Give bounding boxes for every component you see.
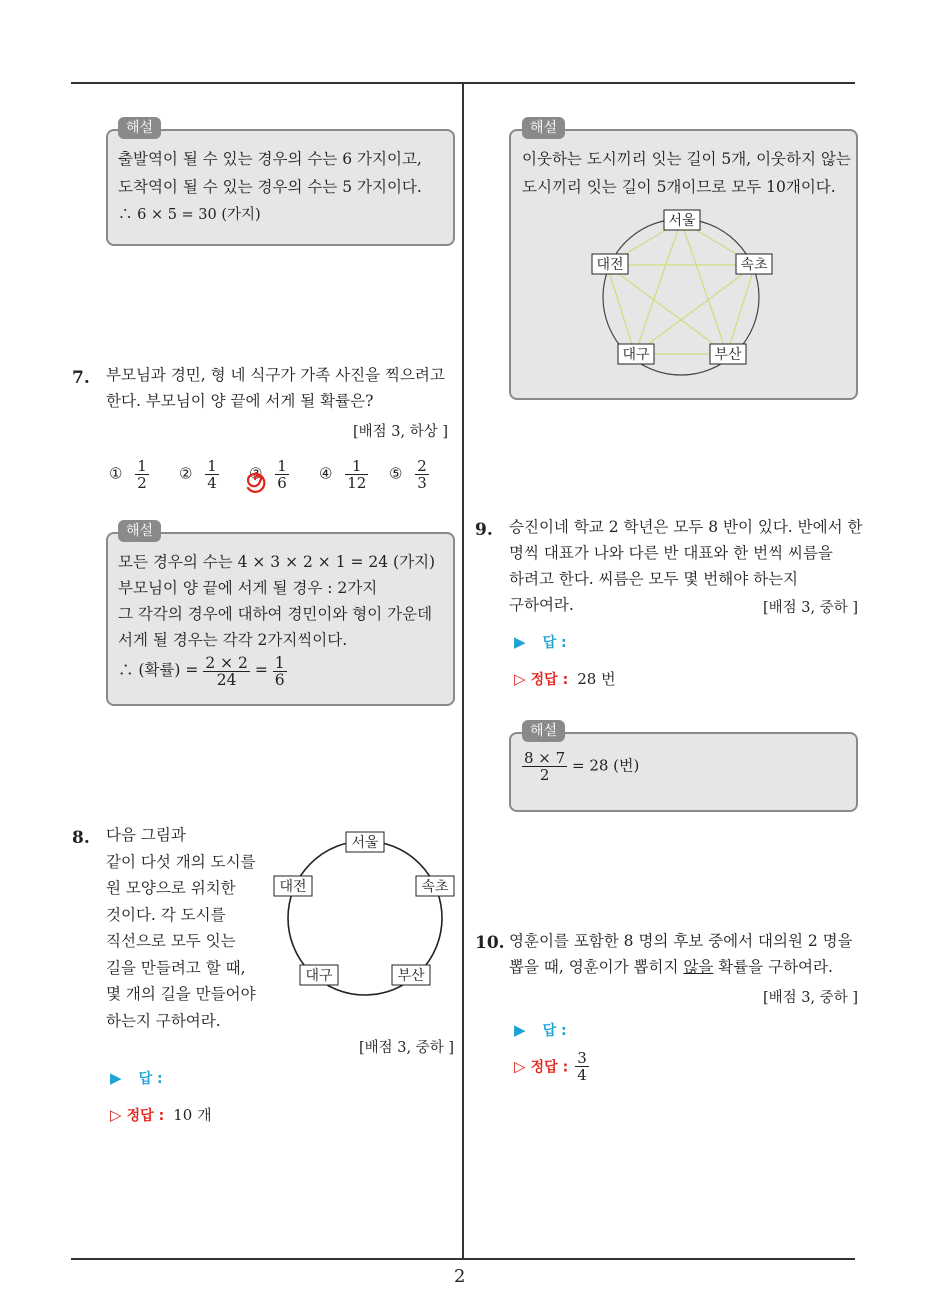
q9-answer-label: 답 :: [542, 635, 567, 651]
q10-line2: [509, 954, 853, 980]
q8-answer-row[interactable]: [110, 1068, 163, 1088]
q8-line2: 같이 다섯 개의 도시를: [106, 852, 256, 871]
q7-choice-5-mark: ⑤: [389, 464, 403, 483]
q8-line3: 원 모양으로 위치한: [106, 879, 236, 897]
q7-explanation-fraction2: $\frac{1}{6}$: [274, 653, 285, 689]
q9-explanation-text: [522, 750, 639, 783]
q6-explanation-tag: 해설: [118, 117, 161, 139]
q7-equals-sign: =: [254, 661, 268, 679]
q9-line2: 명씩 대표가 나와 다른 반 대표와 한 번씩 씨름을: [509, 544, 833, 562]
q9-explanation-result: = 28 (번): [571, 756, 640, 775]
answer-triangle-icon: ▶: [514, 1021, 526, 1039]
answer-triangle-icon: ▶: [110, 1069, 122, 1087]
q8-line8: 하는지 구하여라.: [106, 1011, 221, 1030]
q10-text: [509, 928, 853, 980]
q7-choice-5[interactable]: [389, 458, 429, 491]
q9-correct-value: 28 번: [577, 670, 616, 688]
q9-score: [배점 3, 중하 ]: [762, 600, 858, 616]
q7-choice-1-mark: ①: [109, 464, 123, 483]
q8-explanation-city-left: 대전: [596, 257, 624, 273]
q8-explanation-city-bottom-right: 부산: [714, 347, 742, 363]
q8-line5: 직선으로 모두 잇는: [106, 932, 236, 950]
q7-explanation-line2: 부모님이 양 끝에 서게 될 경우 : 2가지: [118, 579, 378, 597]
q7-explanation-line5: [118, 652, 287, 688]
q8-number: 8.: [72, 828, 90, 848]
q10-line2-part-a: 뽑을 때, 영훈이가 뽑히지: [509, 958, 684, 976]
q7-choice-5-fraction: $\frac{2}{3}$: [417, 457, 427, 492]
answer-triangle-icon: ▶: [514, 633, 526, 651]
q10-correct-label: 정답 :: [530, 1059, 569, 1076]
q7-line1: 부모님과 경민, 형 네 식구가 가족 사진을 찍으려고: [106, 366, 445, 384]
q7-explanation-fraction1: $\frac{2 \times 2}{24}$: [205, 653, 248, 689]
q10-correct-fraction: $\frac{3}{4}$: [577, 1049, 587, 1084]
q10-line1: 영훈이를 포함한 8 명의 후보 중에서 대의원 2 명을: [509, 932, 853, 950]
q9-number: 9.: [475, 520, 493, 540]
q7-choice-2[interactable]: [179, 458, 219, 491]
q9-line3: 하려고 한다. 씨름은 모두 몇 번해야 하는지: [509, 570, 799, 588]
q8-city-top: 서울: [351, 835, 379, 851]
q7-score: [배점 3, 하상 ]: [352, 424, 448, 440]
q7-choice-2-mark: ②: [179, 464, 193, 483]
q7-line2: 한다. 부모님이 양 끝에 서게 될 확률은?: [106, 392, 374, 410]
q8-city-bottom-left: 대구: [305, 968, 333, 984]
column-divider: [462, 84, 464, 1260]
q7-correct-circle-mark: [240, 464, 274, 494]
q10-line2-part-b: 확률을 구하여라.: [713, 958, 833, 976]
q8-city-left: 대전: [279, 879, 307, 895]
q8-explanation-tag: 해설: [522, 117, 565, 139]
q9-explanation-tag: 해설: [522, 720, 565, 742]
q8-explanation-city-bottom-left: 대구: [622, 347, 650, 363]
q10-underlined-word: 않을: [683, 958, 714, 976]
q9-correct-row: [514, 668, 616, 689]
correct-triangle-icon: ▷: [514, 670, 526, 688]
q10-answer-label: 답 :: [542, 1023, 567, 1039]
q8-explanation-line1: 이웃하는 도시끼리 잇는 길이 5개, 이웃하지 않는: [522, 150, 851, 168]
q7-choice-1[interactable]: [109, 458, 149, 491]
q10-correct-row: [514, 1050, 589, 1083]
correct-triangle-icon: ▷: [110, 1106, 122, 1124]
q8-explanation-text: [522, 149, 852, 199]
q8-city-bottom-right: 부산: [397, 968, 425, 984]
q7-choice-4[interactable]: [319, 458, 368, 491]
correct-triangle-icon: ▷: [514, 1057, 526, 1076]
q7-choice-3-fraction: $\frac{1}{6}$: [277, 457, 287, 492]
bottom-rule: [71, 1258, 855, 1260]
q9-line4: 구하여라.: [509, 596, 574, 614]
q7-probability-label: ∴ (확률) =: [118, 661, 199, 679]
q7-choice-4-fraction: $\frac{1}{12}$: [347, 457, 367, 492]
q8-correct-value: 10 개: [173, 1106, 212, 1124]
q6-explanation-line3: ∴ 6 × 5 = 30 (가지): [118, 207, 261, 223]
q7-explanation-text: [118, 552, 448, 692]
q8-explanation-city-right: 속초: [740, 257, 768, 273]
q7-choice-1-fraction: $\frac{1}{2}$: [137, 457, 147, 492]
q8-line7: 몇 개의 길을 만들어야: [106, 985, 256, 1003]
q9-line1: 승진이네 학교 2 학년은 모두 8 반이 있다. 반에서 한: [509, 518, 863, 536]
q7-explanation-line4: 서게 될 경우는 각각 2가지씩이다.: [118, 631, 348, 649]
q7-text: [106, 362, 445, 414]
q9-correct-label: 정답 :: [530, 672, 569, 688]
q8-city-circle-diagram: [268, 828, 458, 1000]
q8-explanation-line2: 도시끼리 잇는 길이 5개이므로 모두 10개이다.: [522, 178, 836, 196]
q9-answer-row[interactable]: [514, 632, 567, 652]
q7-choice-4-mark: ④: [319, 464, 333, 483]
q7-explanation-line3: 그 각각의 경우에 대하여 경민이와 형이 가운데: [118, 605, 433, 623]
q10-number: 10.: [475, 933, 505, 953]
q8-text: [106, 822, 256, 1034]
q10-answer-row[interactable]: [514, 1020, 567, 1040]
q6-explanation-line2: 도착역이 될 수 있는 경우의 수는 5 가지이다.: [118, 178, 422, 196]
q9-explanation-fraction: $\frac{8 \times 7}{2}$: [524, 749, 566, 784]
q10-score: [배점 3, 중하 ]: [762, 990, 858, 1006]
q8-line1: 다음 그림과: [106, 826, 186, 844]
q8-correct-label: 정답 :: [126, 1108, 165, 1124]
q8-explanation-city-top: 서울: [668, 213, 696, 229]
q8-answer-label: 답 :: [138, 1071, 163, 1087]
q7-explanation-line1: 모든 경우의 수는 4 × 3 × 2 × 1 = 24 (가지): [118, 553, 436, 571]
q8-city-right: 속초: [421, 879, 449, 895]
q8-line6: 길을 만들려고 할 때,: [106, 958, 246, 977]
q6-explanation-text: [118, 149, 448, 229]
q8-explanation-pentagram-diagram: [588, 206, 774, 378]
page-number: 2: [454, 1266, 466, 1287]
q7-number: 7.: [72, 368, 90, 388]
q6-explanation-line1: 출발역이 될 수 있는 경우의 수는 6 가지이고,: [118, 150, 422, 168]
q8-line4: 것이다. 각 도시를: [106, 905, 226, 924]
q8-score: [배점 3, 중하 ]: [358, 1040, 454, 1056]
q7-choice-3-mark: ③: [249, 464, 263, 483]
q7-explanation-tag: 해설: [118, 520, 161, 542]
q7-choice-2-fraction: $\frac{1}{4}$: [207, 457, 217, 492]
q8-correct-row: [110, 1104, 212, 1125]
